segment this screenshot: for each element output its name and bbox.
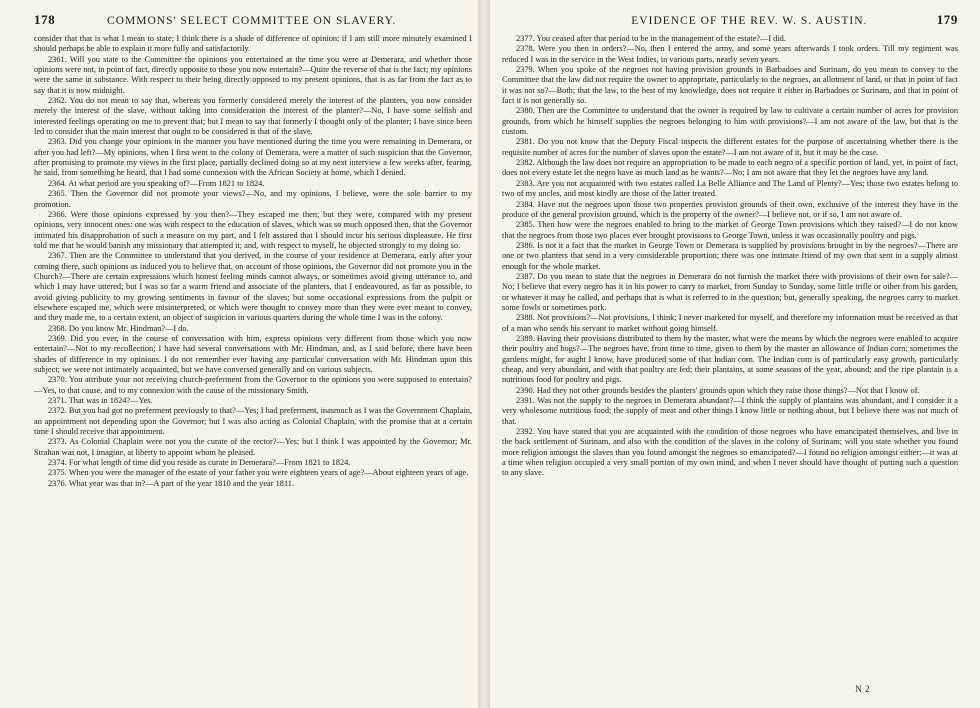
signature-mark: N 2 [855, 684, 870, 694]
left-page [0, 0, 478, 708]
paragraph: 2375. When you were the manager of the estate of your father you were eighteen years of age?—About eighteen years of age. [48, 468, 469, 478]
paragraph: 2389. Having their provisions distributed to them by the master, what were the means by which the negroes were enabled to acquire their poultry and hogs?—The negroes have, from time to time, given to them by the master an allowance of Indian corn; sometimes the gardens might, for aught I know, have produced some of that Indian corn. The Indian corn is of particularly easy growth, particularly cheap, and very abundant, and with that poultry are fed; their plantains, at some seasons of the year, abound; and the ripe plantain is a nutritious food for poultry and pigs. [502, 333, 958, 385]
book-gutter [478, 0, 490, 708]
paragraph: 2383. Are you not acquainted with two estates called La Belle Alliance and The Land of Plenty?—Yes; those two estates belong to two of my uncles, and most kindly are those of the latter treated. [502, 178, 958, 199]
paragraph: 2363. Did you change your opinions in the manner you have mentioned during the time you were remaining in Demerara, or after you had left?—My opinions, when I first went to the colony of Demerara, were a matter of such suspicion that the Governor, after promising to promote my views in the first place, partially declined doing so at my next interview a few weeks after, fearing, he said, from something he heard, that I had some connexion with the African Society at home, which I denied. [34, 137, 472, 178]
right-page-header [502, 12, 958, 28]
paragraph: 2377. You ceased after that period to be in the management of the estate?—I did. [516, 34, 786, 43]
right-body-text [502, 34, 958, 479]
paragraph: 2380. Then are the Committee to understand that the owner is required by law to cultivate a certain number of acres for provision grounds, from which he himself supplies the negroes belonging to him with provisions?—I am not aware of the law, but that is the custom. [502, 106, 958, 137]
right-page-number: 179 [936, 12, 958, 27]
paragraph: 2361. Will you state to the Committee the opinions you entertained at the time you were at Demerara, and whether those opinions were not, in point of fact, directly opposite to those you now entertain?—Quite the reverse of that is the fact; my opinions were the same in substance. With respect to their being directly opposed to my present opinions, that is as far from the fact as to say that it is now midnight. [34, 54, 472, 95]
paragraph: 2385. Then how were the negroes enabled to bring to the market of George Town provisions which they raised?—I do not know that the negroes from those two places ever brought provisions to George Town, unless it was occasionally poultry and pigs. [502, 220, 958, 240]
paragraph: 2387. Do you mean to state that the negroes in Demerara do not furnish the market there with provisions of their own for sale?—No; I believe that every negro has it in his power to carry to market, from Sunday to Sunday, some little trifle or other from his garden, or whatever it may be called, and perhaps that is what is referred to in the question; but, generally speaking, the negroes carry to market some fowls or sometimes pork. [502, 271, 958, 312]
paragraph: 2374. For what length of time did you reside as curate in Demerara?—From 1821 to 1824. [48, 458, 351, 468]
paragraph: 2378. Were you then in orders?—No, then I entered the army, and some years afterwards I took orders. Till my regiment was reduced I was in the service in the West Indies, in various parts, nearly seven years. [502, 44, 958, 64]
right-running-title: EVIDENCE OF THE REV. W. S. AUSTIN. [631, 15, 868, 27]
paragraph: 2384. Have not the negroes upon those two properties provision grounds of their own, exclusive of the interest they have in the produce of the general provision ground, which is the property of the owner?—I believe not, or if so, I am not aware of. [502, 199, 958, 219]
paragraph: 2391. Was not the supply to the negroes in Demerara abundant?—I think the supply of plantains was abundant, and I consider it a very wholesome nutritious food; the supply of meat and other things I know little or nothing about, but I believe there was not much of that. [502, 396, 958, 426]
paragraph: 2373. As Colonial Chaplain were not you the curate of the rector?—Yes; but I think I was appointed by the Governor; Mr. Strahan was not, I imagine, at liberty to appoint whom he pleased. [34, 437, 472, 457]
paragraph: 2371. That was in 1824?—Yes. [48, 396, 153, 406]
right-page [490, 0, 980, 708]
paragraph: 2376. What year was that in?—A part of the year 1810 and the year 1811. [48, 478, 295, 488]
left-body-text [34, 34, 472, 489]
paragraph: 2370. You attribute your not receiving church-preferment from the Governor to the opinions you were supposed to entertain?—Yes, to that cause, and to my connexion with the cause of the missionary Smith. [34, 375, 472, 395]
paragraph: 2381. Do you not know that the Deputy Fiscal inspects the different estates for the purpose of ascertaining whether there is the requisite number of acres for the number of slaves upon the estate?—I am not aware of it, but it may be the case. [502, 137, 958, 157]
left-page-header [34, 12, 472, 28]
paragraph: 2382. Although the law does not require an appropriation to be made to each negro of a specific portion of land, yet, in point of fact, does not every estate let the negro have as much land as he wants?—No; I am not aware that they let the negroes have any land. [502, 158, 958, 178]
paragraph: 2369. Did you ever, in the course of conversation with him, express opinions very different from those which you now entertain?—Not to my recollection; I have had several conversations with Mr. Hindman, and, as I said before, there have been shades of difference in my opinions. I do not remember ever having any particular conversation with Mr. Hindman upon this subject; we were not intimately acquainted, but we have conversed generally and on various subjects. [34, 333, 472, 374]
left-running-title: COMMONS' SELECT COMMITTEE ON SLAVERY. [107, 15, 397, 27]
paragraph: 2392. You have stated that you are acquainted with the condition of those negroes who have emancipated themselves, and live in the back settlement of Surinam, and also with the condition of the slaves in the colony of Surinam; will you state whether you found more religion amongst the slaves than you found amongst the negroes so emancipated?—I found no religion amongst either;—it was at a time when religion occupied a very small portion of my own mind, and when I never should have thought of putting such a question to any slave. [502, 427, 958, 478]
paragraph: 2367. Then are the Committee to understand that you derived, in the course of your residence at Demerara, early after your coming there, such opinions as induced you to believe that, on account of those opinions, the Governor did not promote you in the Church?—There are certain expressions which honest feeling minds cannot always, or sometimes avoid giving utterance to, and which I may have uttered; but I was so far a warm friend and associate of the planters, that I endeavoured, as far as possible, to avoid giving publicity to my growing sentiments in favour of the slaves; but some occasional expressions from the pulpit or elsewhere escaped me, which were misinterpreted, or which were thought to convey more than they were ever meant to convey, and they made me, to a certain extent, an object of suspicion in various quarters during the whole time I was in the colony. [34, 251, 472, 323]
paragraph: 2390. Had they not other grounds besides the planters' grounds upon which they raise those things?—Not that I know of. [516, 385, 920, 395]
paragraph: 2372. But you had got no preferment previously to that?—Yes; I had preferment, inasmuch as I was the Government Chaplain, an appointment not depending upon the Governor; but I was also acting as Colonial Chaplain, with the promise that at a certain time I should receive that appointment. [34, 406, 472, 437]
paragraph: 2364. At what period are you speaking of?—From 1821 to 1824. [48, 178, 265, 188]
paragraph: 2379. When you spoke of the negroes not having provision grounds in Barbadoes and Surinam, do you mean to convey to the Committee that the law did not require the owner to appropriate, particularly to the negroes, an allotment of land, or that in point of fact it was not so?—Both; that the law, to the best of my knowledge, does not require it either in Barbadoes or Surinam, and that in point of fact it is not generally so. [502, 65, 958, 106]
paragraph: 2368. Do you know Mr. Hindman?—I do. [48, 323, 189, 333]
paragraph: 2386. Is not it a fact that the market in George Town or Demerara is supplied by provisions brought in by the negroes?—There are one or two planters that send in a very considerable proportion; there was one intimate friend of my own that sent in a supply almost enough for the whole market. [502, 240, 958, 271]
left-page-number: 178 [34, 12, 56, 27]
paragraph: 2362. You do not mean to say that, whereas you formerly considered merely the interest of the planters, you now consider merely the interest of the slave, without taking into consideration the interest of the planter?—No, I have some selfish and interested feelings operating on me to prevent that; but I mean to say that formerly I thought only of the planter; I have since been led to consider that the main interest that ought to be considered is that of the slave. [34, 96, 472, 137]
paragraph: consider that that is what I mean to state; I think there is a shade of difference of opinion; if I am still more minutely examined I should perhaps be able to explain it more fully and satisfactorily. [34, 34, 472, 54]
paragraph: 2366. Were those opinions expressed by you then?—They escaped me then; but they were, compared with my present opinions, very innocent ones: one was with respect to the education of slaves, which was so much opposed then, that the Governor intimated his disapprobation of such a measure on my part, and I felt assured that I should incur his serious displeasure. He first told me that he would banish any missionary that attempted it; and, with respect to myself, he objected strongly to my doing so. [34, 209, 472, 250]
paragraph: 2365. Then the Governor did not promote your views?—No, and my opinions, I believe, were the sole barrier to my promotion. [34, 189, 472, 209]
paragraph: 2388. Not provisions?—Not provisions, I think; I never marketed for myself, and therefore my information must be received as that of a man who sends his servant to market without going himself. [502, 313, 958, 333]
